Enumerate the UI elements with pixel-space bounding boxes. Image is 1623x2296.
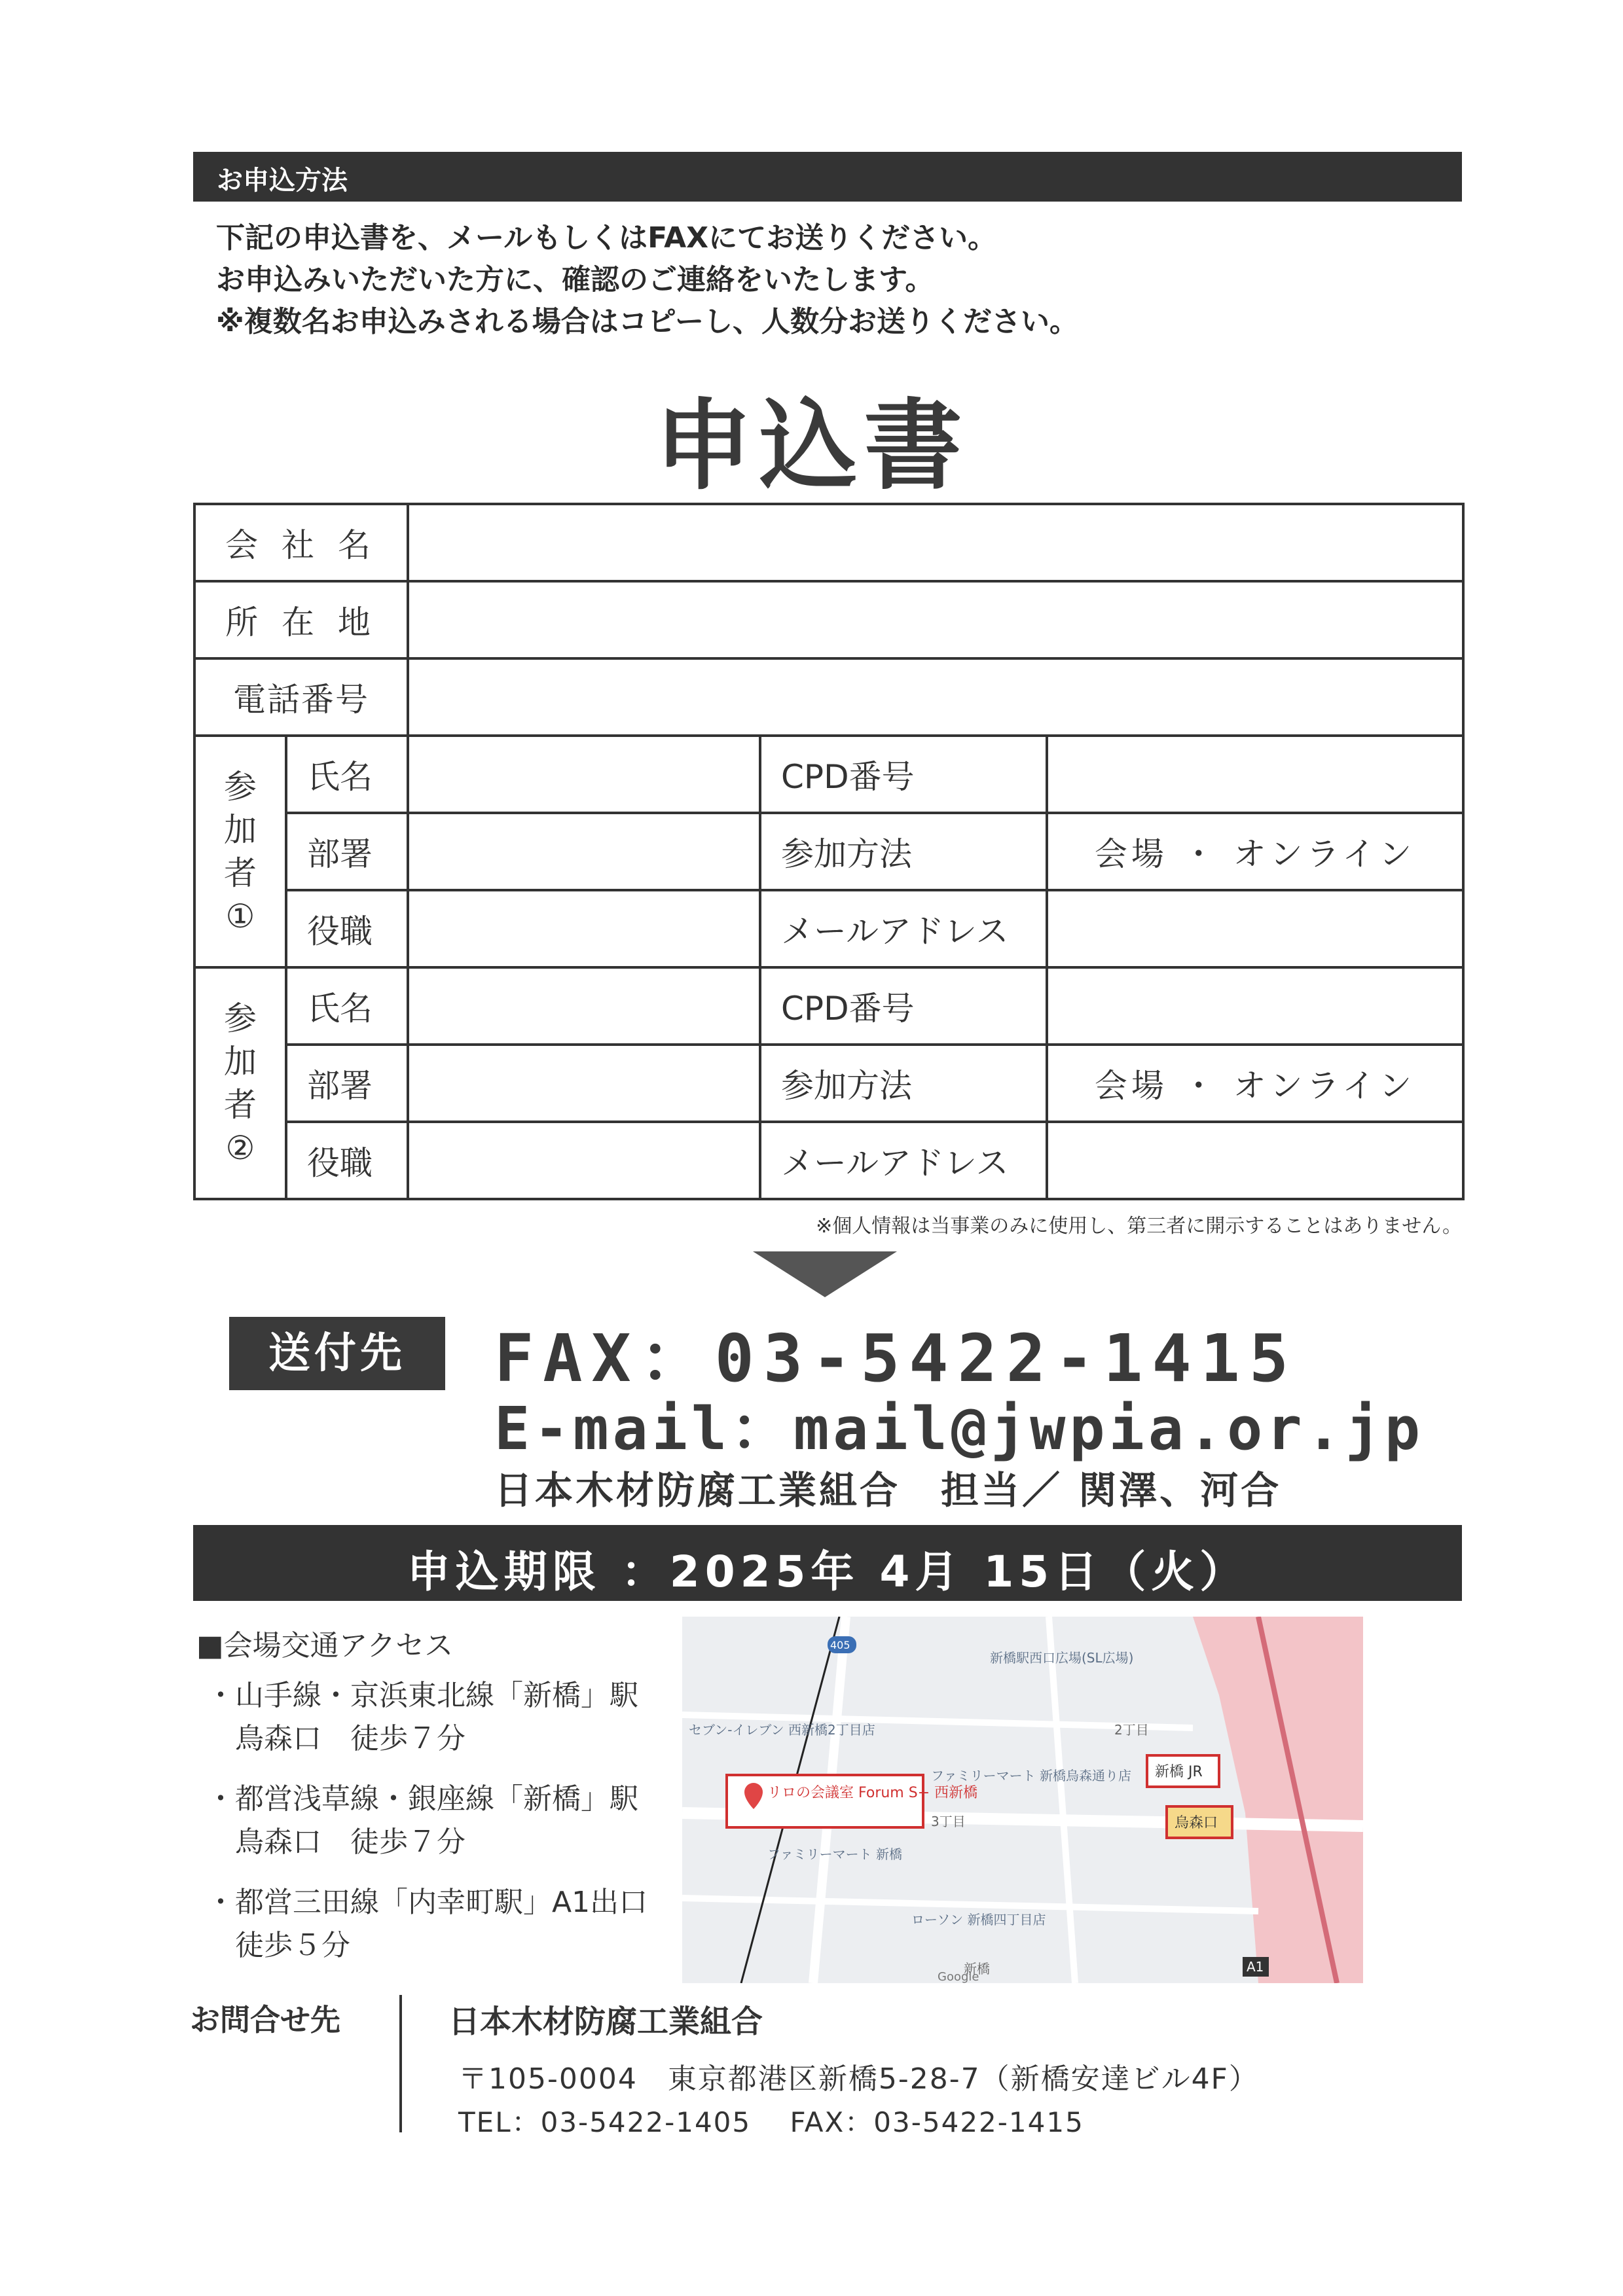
route-walk: 鳥森口 徒歩７分 — [206, 1722, 465, 1755]
contact-org: 日本木材防腐工業組合 — [448, 2003, 763, 2040]
google-logo: Google — [938, 1970, 979, 1983]
p1-dept-field[interactable] — [408, 813, 760, 890]
map-area-label: 新橋 — [964, 1961, 990, 1977]
p1-name-field[interactable] — [408, 736, 760, 813]
application-form — [193, 503, 1465, 1200]
p1-cpd-label: CPD番号 — [760, 736, 1047, 813]
method-heading: お申込方法 — [217, 166, 348, 196]
send-to-label: 送付先 — [229, 1317, 445, 1390]
route-walk: 徒歩５分 — [206, 1929, 350, 1962]
p2-position-field[interactable] — [408, 1122, 760, 1199]
address-label: 所 在 地 — [194, 581, 408, 658]
p1-position-field[interactable] — [408, 890, 760, 967]
route-walk: 鳥森口 徒歩７分 — [206, 1825, 465, 1859]
map-poi-label: ファミリーマート 新橋 — [767, 1846, 902, 1862]
route-item — [206, 1674, 638, 1761]
deadline-text: 申込期限 ：2025年 4月 15日（火） — [407, 1547, 1249, 1597]
phone-field[interactable] — [408, 658, 1463, 736]
route-line: ・都営浅草線・銀座線「新橋」駅 — [206, 1782, 638, 1816]
address-field[interactable] — [408, 581, 1463, 658]
p1-position-label: 役職 — [286, 890, 408, 967]
map-poi-label: セブン-イレブン 西新橋2丁目店 — [689, 1722, 875, 1738]
exit-a1-label: A1 — [1247, 1959, 1264, 1975]
p1-name-label: 氏名 — [286, 736, 408, 813]
map-area-label: 2丁目 — [1114, 1722, 1149, 1738]
contact-label: お問合せ先 — [190, 2002, 340, 2037]
contact-divider — [399, 1995, 402, 2132]
p2-email-field[interactable] — [1047, 1122, 1463, 1199]
contact-tel-fax: TEL：03-5422-1405 FAX：03-5422-1415 — [458, 2106, 1084, 2138]
p2-name-field[interactable] — [408, 967, 760, 1045]
station-label: 新橋 JR — [1155, 1764, 1203, 1780]
email-address[interactable]: E-mail：mail@jwpia.or.jp — [494, 1395, 1425, 1463]
p1-email-field[interactable] — [1047, 890, 1463, 967]
p2-dept-field[interactable] — [408, 1045, 760, 1122]
map-area-label: 3丁目 — [931, 1814, 966, 1829]
instruction-line: 下記の申込書を、メールもしくはFAXにてお送りください。 — [216, 221, 997, 255]
exit-label: 烏森口 — [1175, 1815, 1218, 1831]
participant1-label: 参 加 者 ① — [194, 736, 286, 967]
map-poi-label: 新橋駅西口広場(SL広場) — [990, 1650, 1134, 1666]
method-heading-bar — [193, 152, 1462, 202]
method-instructions — [216, 217, 1078, 343]
route-line: ・都営三田線「内幸町駅」A1出口 — [206, 1886, 648, 1919]
venue-label: リロの会議室 Forum S+ 西新橋 — [767, 1785, 978, 1801]
p2-method-options[interactable]: 会場 ・ オンライン — [1047, 1045, 1463, 1122]
p2-email-label: メールアドレス — [760, 1122, 1047, 1199]
p2-position-label: 役職 — [286, 1122, 408, 1199]
p2-method-label: 参加方法 — [760, 1045, 1047, 1122]
route-line: ・山手線・京浜東北線「新橋」駅 — [206, 1679, 638, 1712]
p1-email-label: メールアドレス — [760, 890, 1047, 967]
access-title: ■会場交通アクセス — [196, 1629, 454, 1662]
org-contact: 日本木材防腐工業組合 担当／ 関澤、河合 — [494, 1468, 1282, 1513]
down-arrow-icon — [753, 1251, 897, 1297]
access-map — [682, 1617, 1363, 1983]
form-title: 申込書 — [654, 389, 969, 503]
p1-method-label: 参加方法 — [760, 813, 1047, 890]
p1-method-options[interactable]: 会場 ・ オンライン — [1047, 813, 1463, 890]
p2-name-label: 氏名 — [286, 967, 408, 1045]
company-field[interactable] — [408, 504, 1463, 581]
p1-dept-label: 部署 — [286, 813, 408, 890]
company-label: 会 社 名 — [194, 504, 408, 581]
phone-label: 電話番号 — [194, 658, 408, 736]
contact-address: 〒105-0004 東京都港区新橋5-28-7（新橋安達ビル4F） — [458, 2062, 1259, 2096]
fax-number: FAX：03-5422-1415 — [494, 1320, 1298, 1397]
p2-dept-label: 部署 — [286, 1045, 408, 1122]
p1-cpd-field[interactable] — [1047, 736, 1463, 813]
privacy-note: ※個人情報は当事業のみに使用し、第三者に開示することはありません。 — [816, 1215, 1462, 1238]
map-poi-label: ローソン 新橋四丁目店 — [911, 1912, 1046, 1928]
p2-cpd-field[interactable] — [1047, 967, 1463, 1045]
instruction-line: ※複数名お申込みされる場合はコピーし、人数分お送りください。 — [216, 305, 1079, 338]
route-number: 405 — [830, 1639, 850, 1651]
participant2-label: 参 加 者 ② — [194, 967, 286, 1199]
deadline-bar — [193, 1525, 1462, 1601]
route-item — [206, 1778, 638, 1864]
instruction-line: お申込みいただいた方に、確認のご連絡をいたします。 — [216, 263, 934, 296]
p2-cpd-label: CPD番号 — [760, 967, 1047, 1045]
map-poi-label: ファミリーマート 新橋烏森通り店 — [931, 1768, 1131, 1784]
route-item — [206, 1881, 647, 1967]
map-canvas — [682, 1617, 1363, 1983]
